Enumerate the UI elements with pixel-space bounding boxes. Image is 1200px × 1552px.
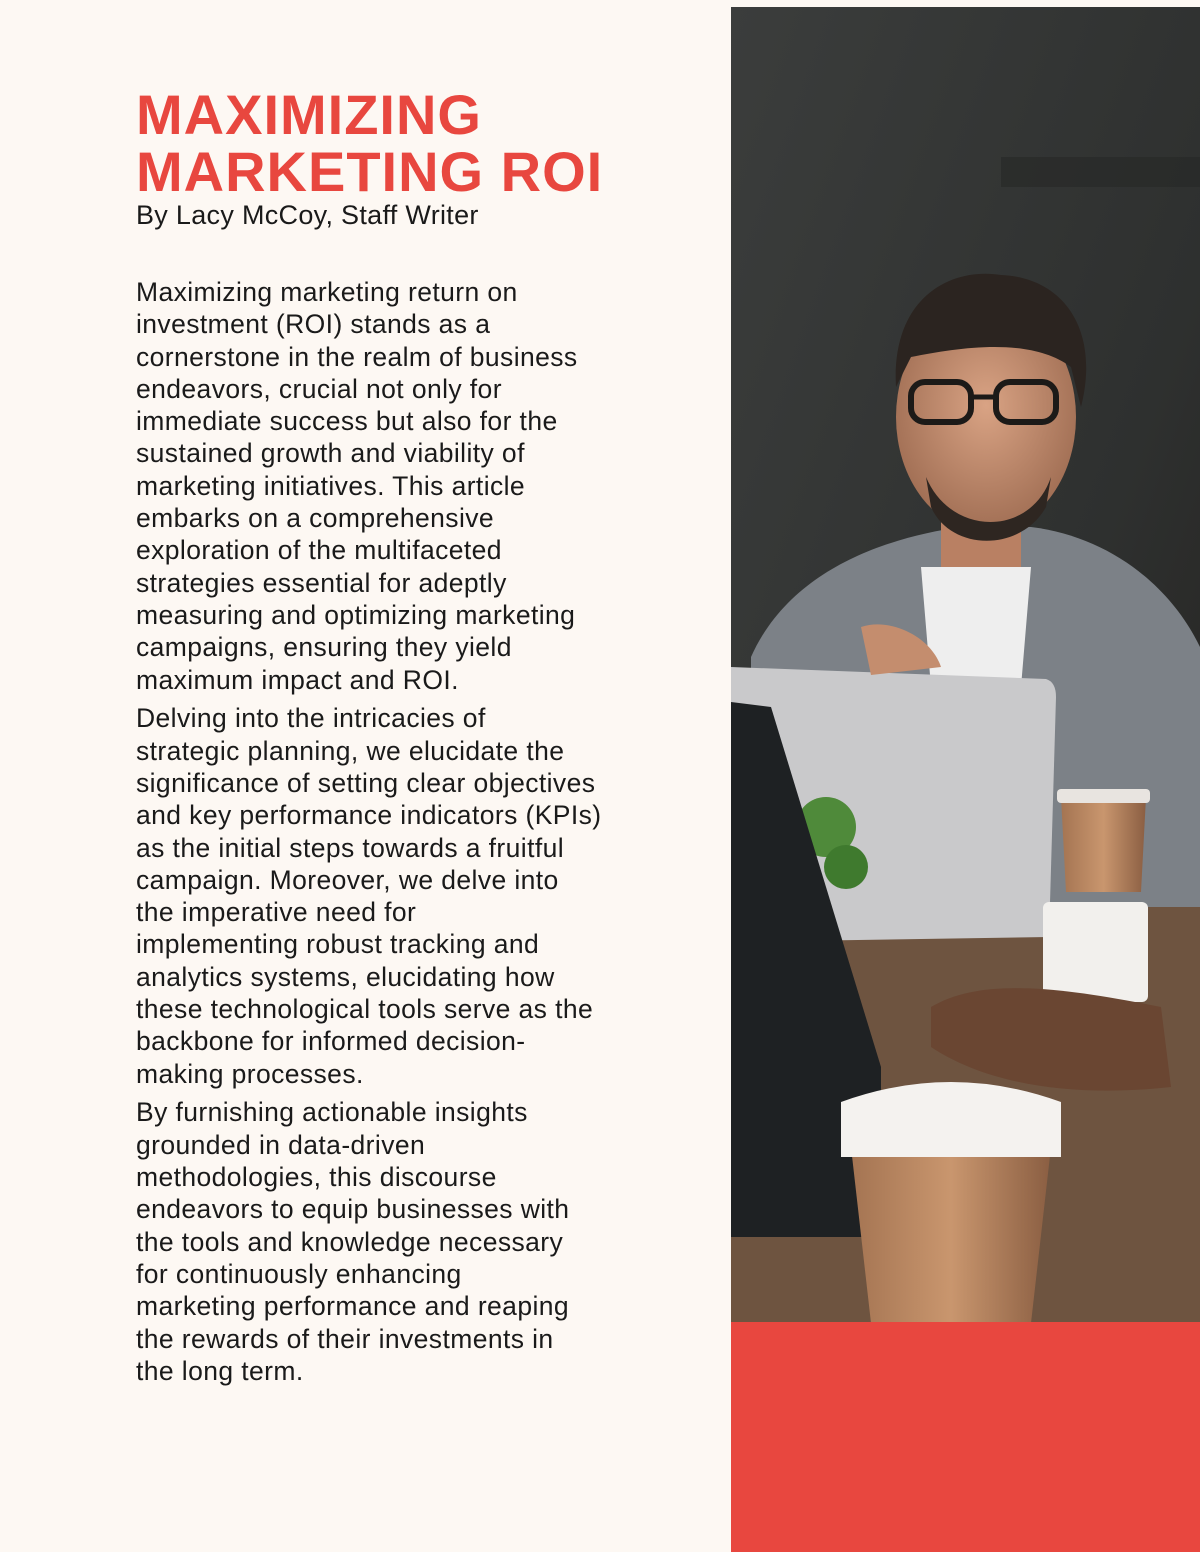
business-meeting-photo	[731, 7, 1200, 1323]
paragraph-line: making processes.	[136, 1058, 364, 1089]
paragraph-line: the long term.	[136, 1355, 304, 1386]
body-paragraph	[136, 702, 696, 1090]
paragraph-line: campaign. Moreover, we delve into	[136, 864, 559, 895]
paragraph-line: strategic planning, we elucidate the	[136, 735, 565, 766]
paragraph-line: Delving into the intricacies of	[136, 703, 486, 734]
paragraph-line: the imperative need for	[136, 897, 417, 928]
paragraph-line: significance of setting clear objectives	[136, 767, 596, 798]
article-title	[136, 83, 604, 203]
paragraph-line: investment (ROI) stands as a	[136, 309, 491, 340]
paragraph-line: campaigns, ensuring they yield	[136, 632, 512, 663]
article-body	[136, 276, 696, 1394]
paragraph-line: marketing performance and reaping	[136, 1291, 570, 1322]
photo-illustration	[731, 7, 1200, 1323]
paragraph-line: exploration of the multifaceted	[136, 535, 502, 566]
paragraph-line: for continuously enhancing	[136, 1258, 462, 1289]
paragraph-line: immediate success but also for the	[136, 406, 558, 437]
paragraph-line: analytics systems, elucidating how	[136, 961, 555, 992]
paragraph-line: grounded in data-driven	[136, 1129, 426, 1160]
paragraph-line: By furnishing actionable insights	[136, 1097, 528, 1128]
paragraph-line: these technological tools serve as the	[136, 994, 594, 1025]
paragraph-line: embarks on a comprehensive	[136, 503, 495, 534]
paragraph-line: cornerstone in the realm of business	[136, 341, 578, 372]
paragraph-line: methodologies, this discourse	[136, 1162, 497, 1193]
paragraph-line: endeavors, crucial not only for	[136, 373, 502, 404]
paragraph-line: Maximizing marketing return on	[136, 277, 518, 307]
paragraph-line: as the initial steps towards a fruitful	[136, 832, 565, 863]
title-line: MAXIMIZING	[136, 83, 482, 146]
accent-color-block	[731, 1322, 1200, 1552]
paragraph-line: strategies essential for adeptly	[136, 567, 507, 598]
paragraph-line: marketing initiatives. This article	[136, 470, 526, 501]
paragraph-line: and key performance indicators (KPIs)	[136, 800, 602, 831]
body-paragraph	[136, 1096, 696, 1387]
paragraph-line: maximum impact and ROI.	[136, 664, 459, 695]
paragraph-line: measuring and optimizing marketing	[136, 599, 576, 630]
paragraph-line: sustained growth and viability of	[136, 438, 525, 469]
paragraph-line: the rewards of their investments in	[136, 1323, 554, 1354]
paragraph-line: the tools and knowledge necessary	[136, 1226, 564, 1257]
paragraph-line: implementing robust tracking and	[136, 929, 540, 960]
title-line: MARKETING ROI	[136, 140, 604, 203]
byline: By Lacy McCoy, Staff Writer	[136, 200, 479, 230]
paragraph-line: backbone for informed decision-	[136, 1026, 526, 1057]
paragraph-line: endeavors to equip businesses with	[136, 1194, 570, 1225]
body-paragraph	[136, 276, 696, 696]
